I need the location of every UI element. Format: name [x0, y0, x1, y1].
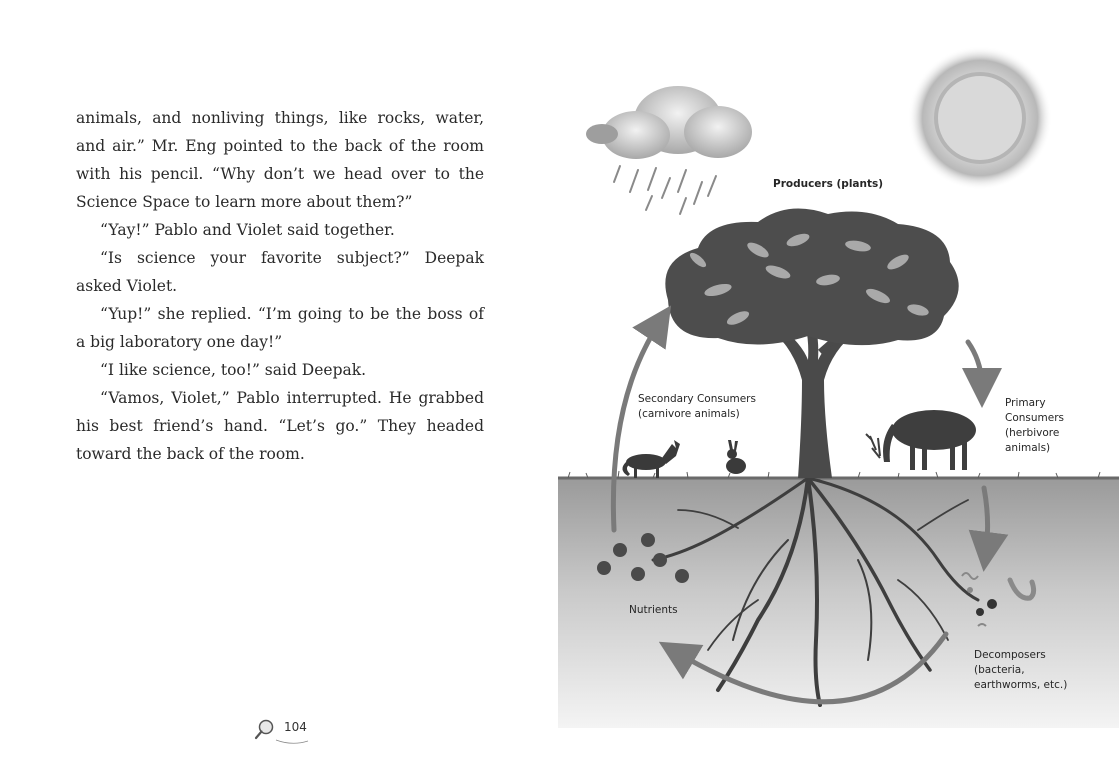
- rain-icon: [614, 166, 716, 214]
- sun-icon: [908, 46, 1052, 190]
- paragraph: “Yup!” she replied. “I’m going to be the boss of a big laboratory one day!”: [76, 305, 484, 351]
- paragraph: “I like science, too!” said Deepak.: [100, 361, 367, 379]
- fox-icon: [622, 440, 680, 478]
- page-number: 104: [284, 720, 307, 734]
- paragraph: animals, and nonliving things, like rocks, water, and air.” Mr. Eng pointed to the back of the room with his pencil. “Why don’t we head over to the Science Space to learn more about them?”: [76, 109, 484, 211]
- label-nutrients: Nutrients: [629, 604, 678, 616]
- paragraph: “Is science your favorite subject?” Deepak asked Violet.: [76, 249, 484, 295]
- rabbit-icon: [726, 440, 746, 474]
- cloud-icon: [586, 86, 752, 159]
- left-page: [0, 0, 558, 780]
- label-primary-consumers: Primary Consumers (herbivore animals): [1005, 397, 1065, 454]
- paragraph: “Yay!” Pablo and Violet said together.: [100, 221, 395, 239]
- page-number-area: [254, 716, 324, 746]
- label-producers: Producers (plants): [773, 178, 884, 190]
- story-text: [76, 104, 484, 468]
- food-chain-diagram: [558, 0, 1119, 780]
- label-secondary-consumers: Secondary Consumers (carnivore animals): [638, 393, 756, 420]
- deer-icon: [866, 410, 976, 470]
- label-decomposers: Decomposers (bacteria, earthworms, etc.): [974, 649, 1068, 691]
- paragraph: “Vamos, Violet,” Pablo interrupted. He grabbed his best friend’s hand. “Let’s go.” They headed toward the back of the room.: [76, 389, 484, 463]
